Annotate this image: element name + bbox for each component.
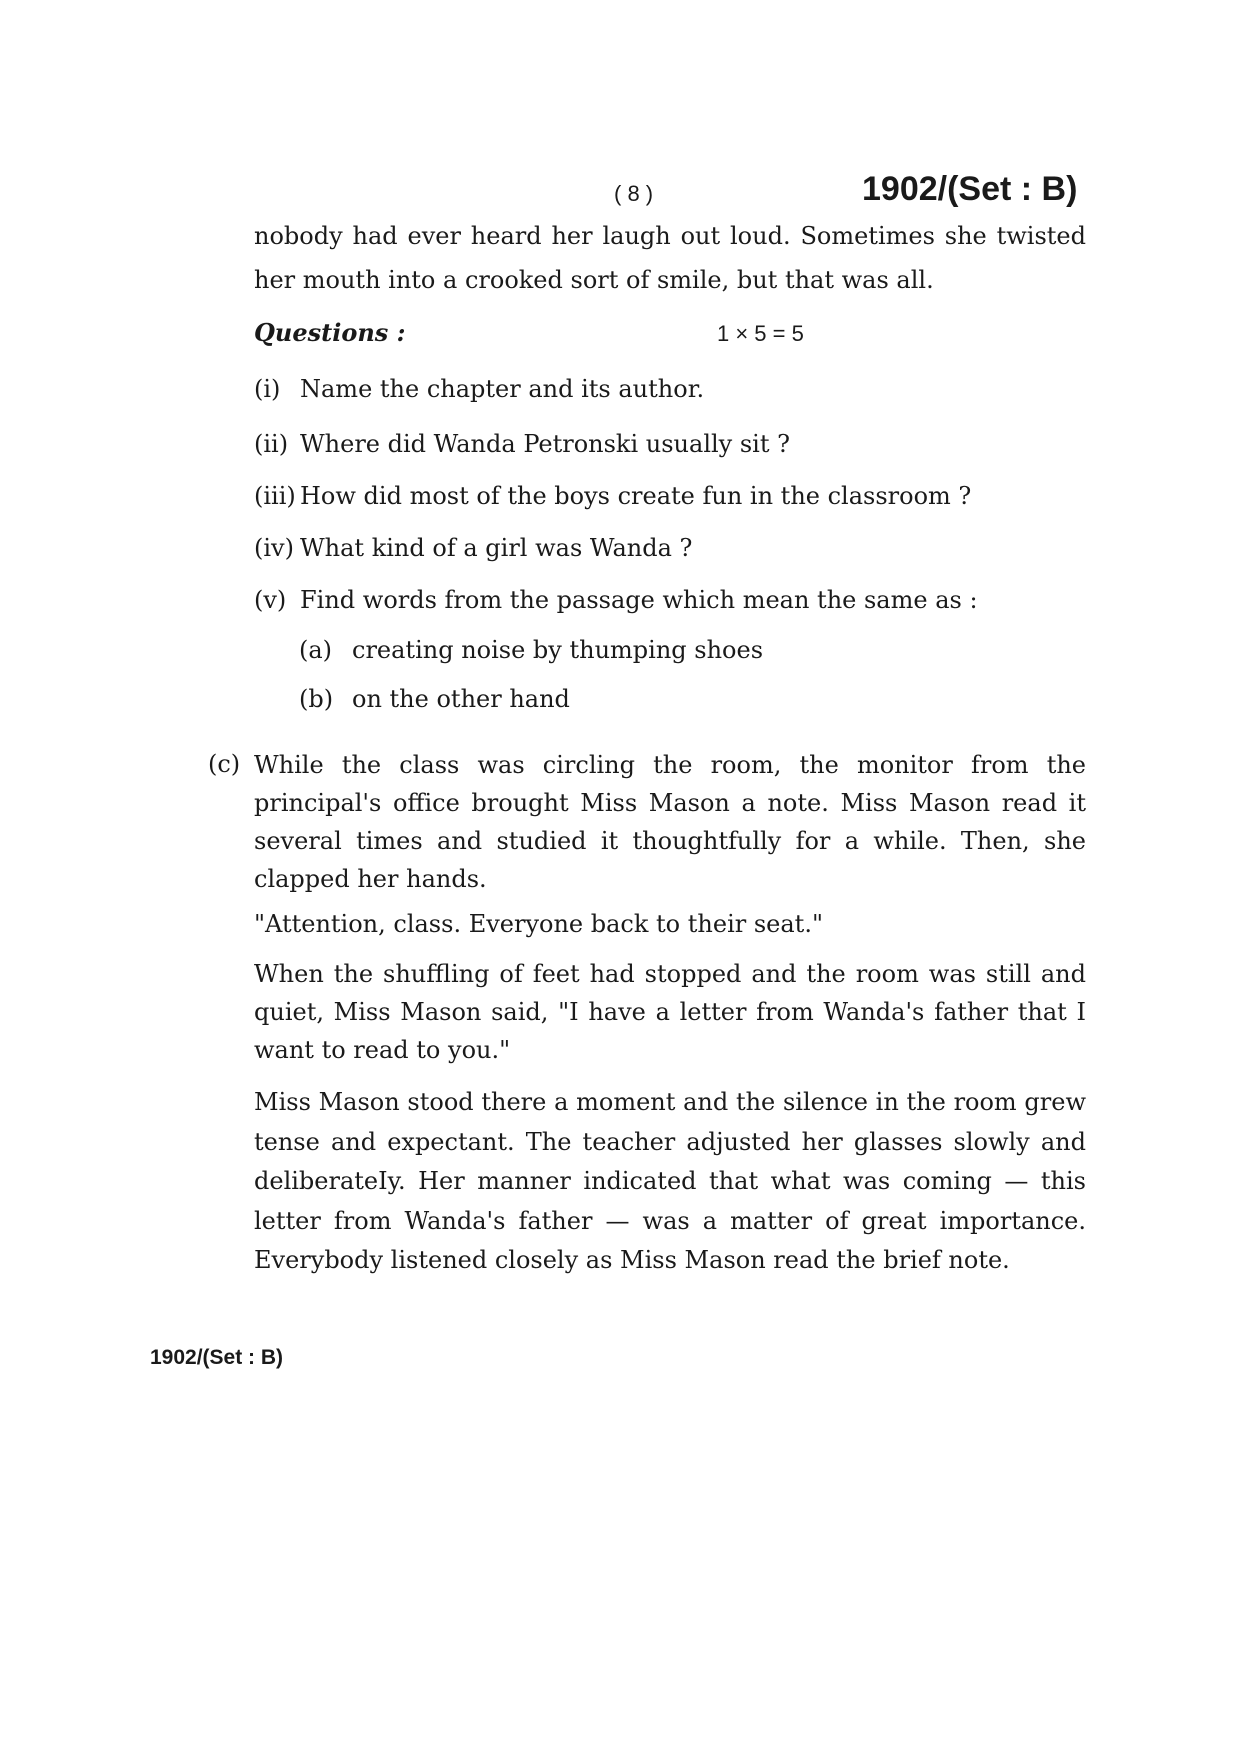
question-number: (i) bbox=[254, 375, 281, 403]
passage-line-1: nobody had ever heard her laugh out loud. Sometimes she twisted bbox=[254, 222, 1086, 250]
sub-question-text: on the other hand bbox=[352, 685, 570, 713]
question-text: How did most of the boys create fun in the classroom ? bbox=[300, 482, 972, 510]
questions-heading: Questions : bbox=[254, 318, 406, 347]
question-number: (iv) bbox=[254, 534, 294, 562]
marks-allocation: 1 × 5 = 5 bbox=[717, 321, 804, 346]
page-number: ( 8 ) bbox=[614, 181, 654, 206]
sub-question-number: (a) bbox=[299, 636, 333, 664]
question-number: (v) bbox=[254, 586, 287, 614]
question-text: Find words from the passage which mean the same as : bbox=[300, 586, 978, 614]
question-text: What kind of a girl was Wanda ? bbox=[300, 534, 693, 562]
sub-question-text: creating noise by thumping shoes bbox=[352, 636, 764, 664]
question-number: (ii) bbox=[254, 430, 289, 458]
section-c-paragraph-3: When the shuffling of feet had stopped and the room was still and quiet, Miss Mason said, "I have a letter from Wanda's father that I want to read to you." bbox=[254, 960, 1086, 1064]
section-c-paragraph-1: While the class was circling the room, the monitor from the principal's office brought Miss Mason a note. Miss Mason read it several times and studied it thoughtfully for a while. Then, she clapped her hands. bbox=[254, 751, 1086, 893]
set-code-footer: 1902/(Set : B) bbox=[150, 1346, 284, 1369]
passage-continuation bbox=[254, 214, 1086, 302]
question-text: Name the chapter and its author. bbox=[300, 375, 705, 403]
section-c-label: (c) bbox=[208, 750, 241, 778]
section-c-paragraph-4: Miss Mason stood there a moment and the silence in the room grew tense and expectant. The teacher adjusted her glasses slowly and deliberateIy. Her manner indicated that what was coming — this letter from Wanda's father — was a matter of great importance. Everybody listened closely as Miss Mason read the brief note. bbox=[254, 1088, 1086, 1274]
sub-question-number: (b) bbox=[299, 685, 334, 713]
passage-line-2: her mouth into a crooked sort of smile, but that was all. bbox=[254, 266, 934, 294]
set-code-header: 1902/(Set : B) bbox=[862, 170, 1078, 208]
question-number: (iii) bbox=[254, 482, 296, 510]
question-text: Where did Wanda Petronski usually sit ? bbox=[300, 430, 790, 458]
section-c-paragraph-2: "Attention, class. Everyone back to their seat." bbox=[254, 910, 823, 938]
